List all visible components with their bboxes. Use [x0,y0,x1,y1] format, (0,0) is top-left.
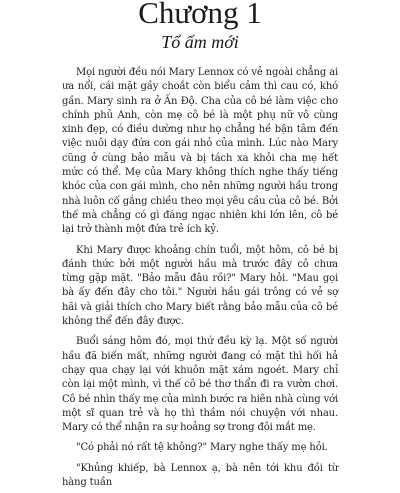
paragraph: Khi Mary được khoảng chín tuổi, một hôm, cô bé bị đánh thức bởi một người hầu mà trước đây cô chưa từng gặp mặt. "Bảo mẫu đâu rồi?" Mary hỏi. "Mau gọi bà ấy đến đây cho tôi." Người hầu gái trông có vẻ sợ hãi và giải thích cho Mary biết rằng bảo mẫu của cô bé không thể đến đây được. [62,244,338,328]
paragraph: "Có phải nó rất tệ không?" Mary nghe thấy mẹ hỏi. [76,442,328,454]
paragraph: Buổi sáng hôm đó, mọi thứ đều kỳ lạ. Một số người hầu đã biến mất, những người đang có mặt thì hối hả chạy qua chạy lại với khuôn mặt xám ngoét. Mary chỉ còn lại một mình, vì thế cô bé thơ thẩn đi ra vườn chơi. Cô bé nhìn thấy mẹ của mình bước ra hiên nhà cùng với một sĩ quan trẻ và họ thì thầm nói chuyện với nhau. Mary có thể nhận ra sự hoảng sợ trong đôi mắt mẹ. [62,336,338,434]
body-text [62,66,338,493]
chapter-title: Tổ ấm mới [161,32,239,52]
paragraph: "Khủng khiếp, bà Lennox ạ, bà nên tới khu đồi từ hàng tuần [62,462,338,489]
chapter-heading: Chương 1 [138,0,262,30]
paragraph: Mọi người đều nói Mary Lennox có vẻ ngoài chẳng ai ưa nổi, cái mặt gầy choắt còn biểu cảm thì cau có, khó gần. Mary sinh ra ở Ấn Độ. Cha của cô bé làm việc cho chính phủ Anh, còn mẹ cô bé là một phụ nữ vô cùng xinh đẹp, có điều dường như họ chẳng hề bận tâm đến việc nuôi dạy đứa con gái nhỏ của mình. Lúc nào Mary cũng ở cùng bảo mẫu và bị tách xa khỏi cha mẹ hết mức có thể. Mẹ của Mary không thích nghe thấy tiếng khóc của con gái mình, cho nên những người hầu trong nhà luôn cố gắng chiều theo mọi yêu cầu của cô bé. Bởi thế mà chẳng có gì đáng ngạc nhiên khi lớn lên, cô bé lại trở thành một đứa trẻ ích kỷ. [62,67,338,236]
